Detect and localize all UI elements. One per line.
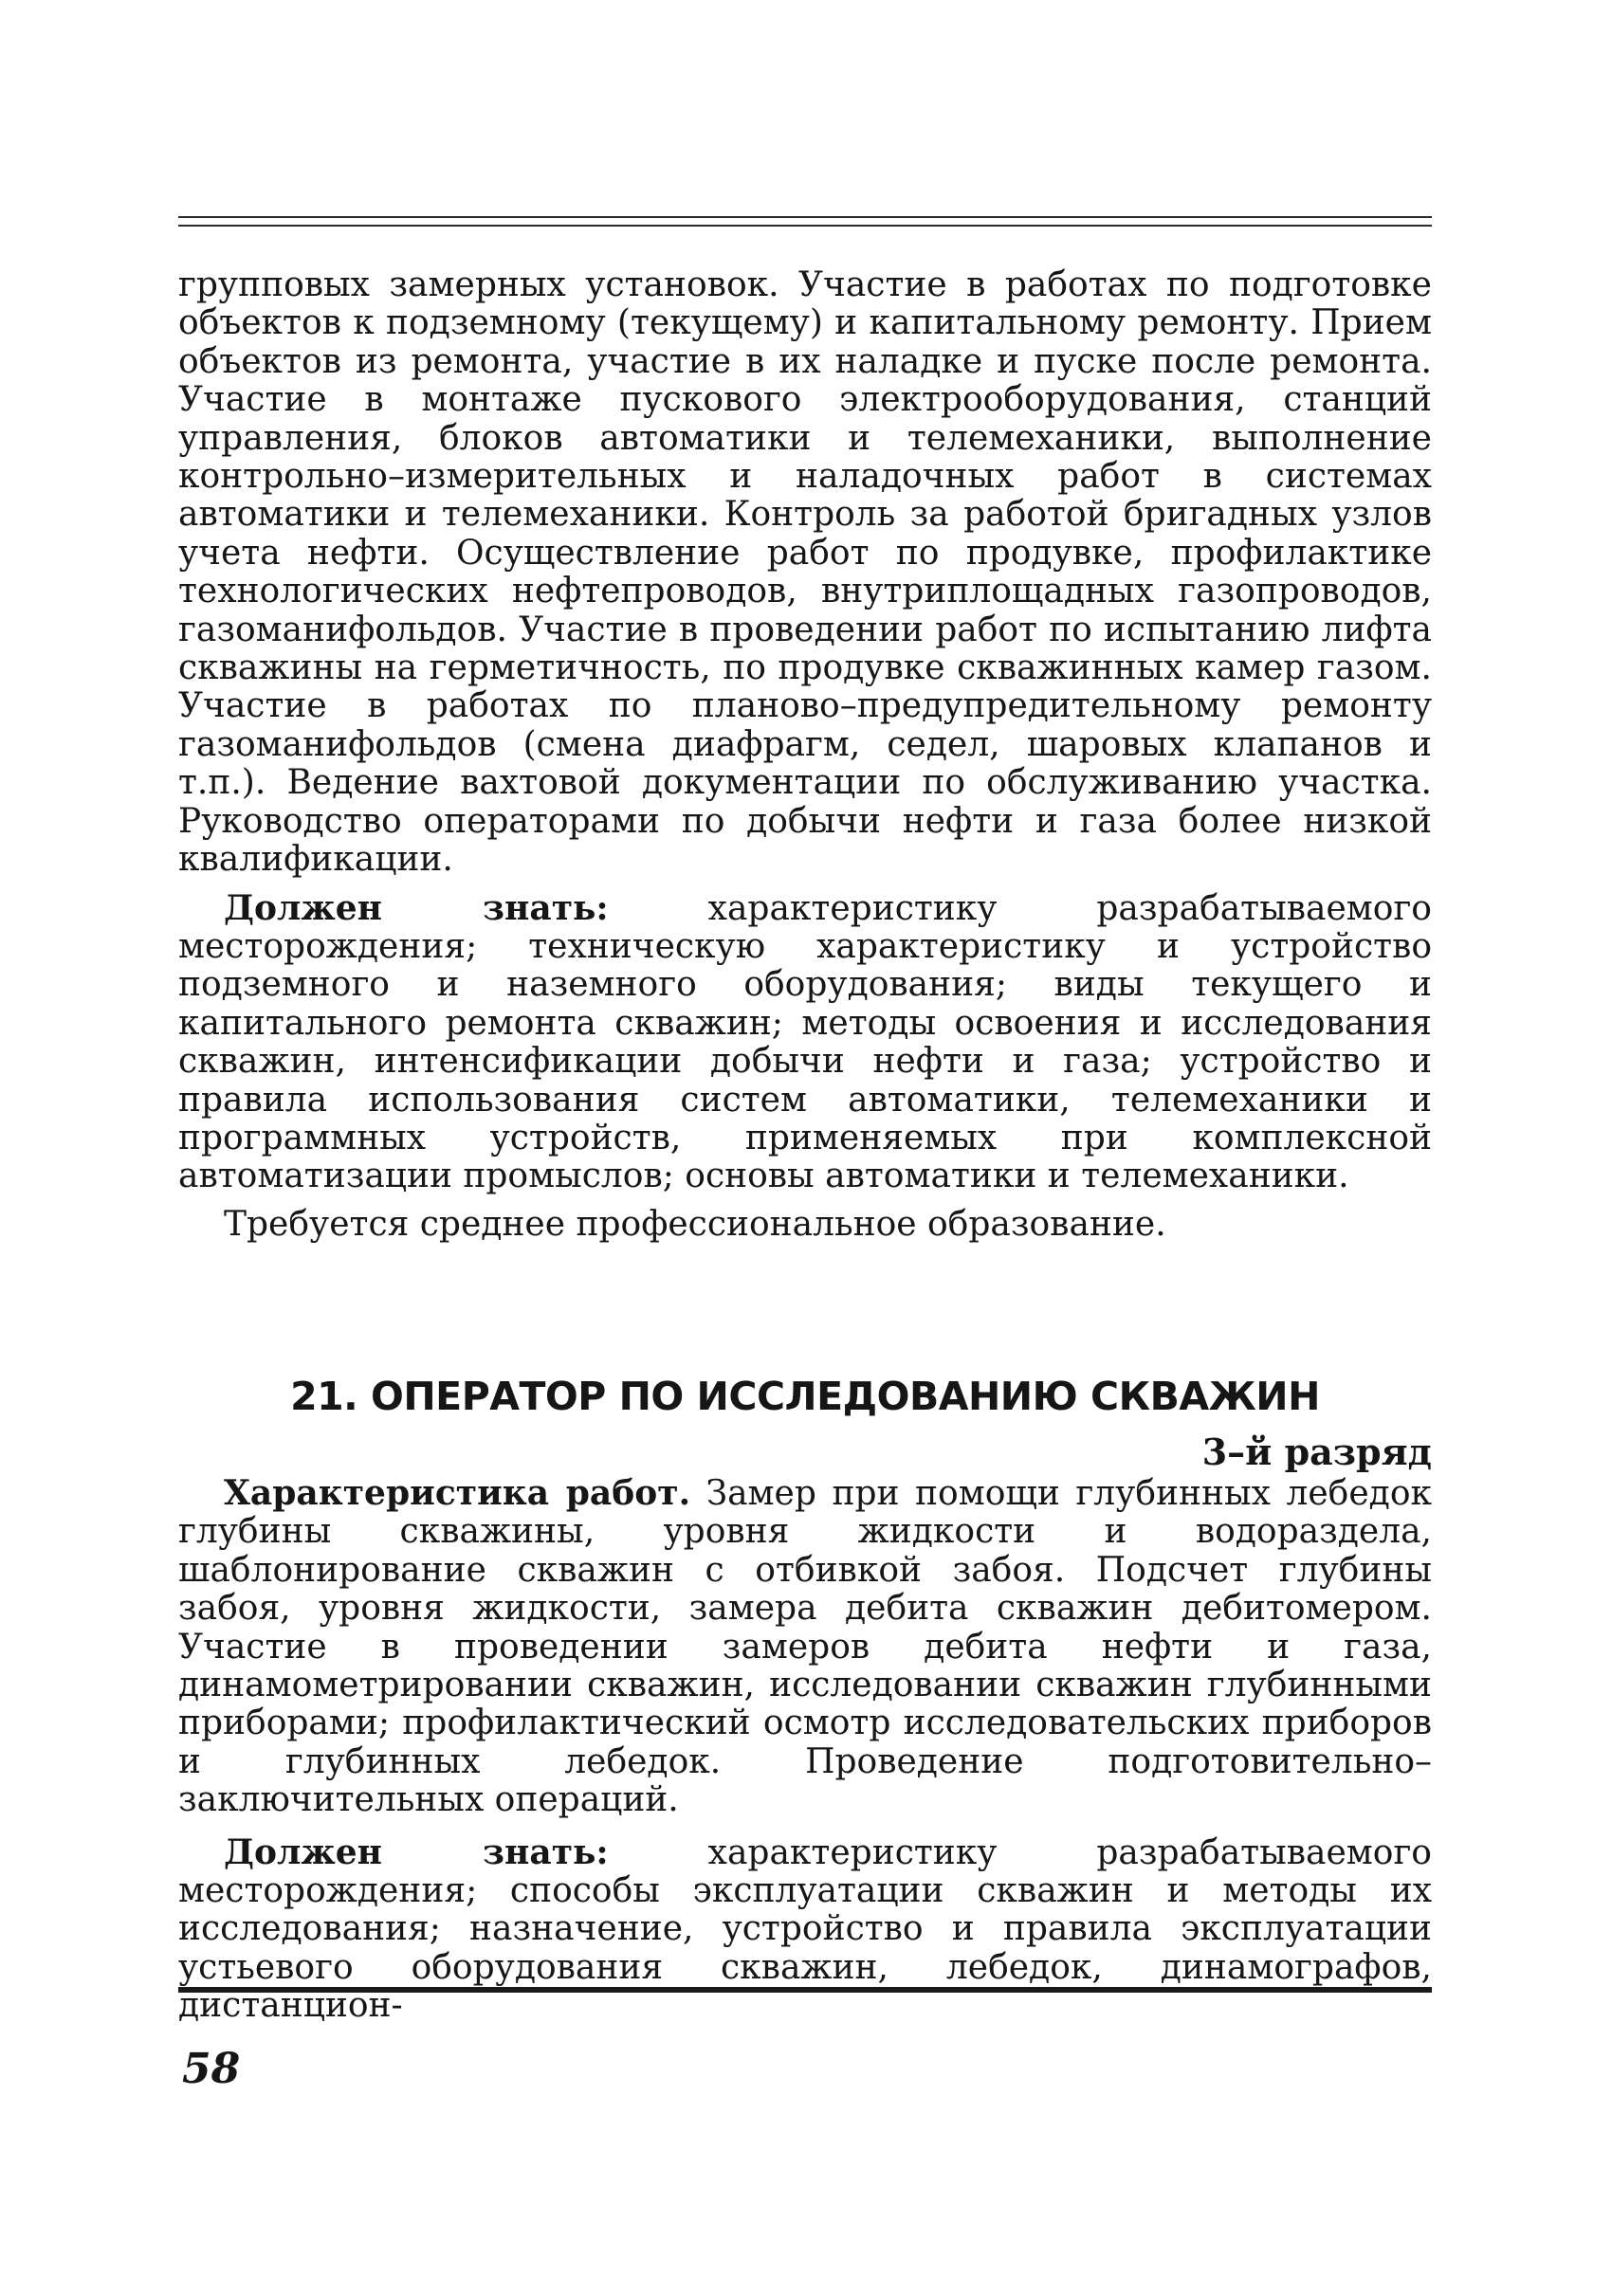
must-know-paragraph-b	[178, 1833, 1432, 2026]
education-requirement: Требуется среднее профессиональное образование.	[224, 1204, 1166, 1244]
section-b-text	[178, 1474, 1432, 2026]
section-heading: 21. ОПЕРАТОР ПО ИССЛЕДОВАНИЮ СКВАЖИН	[290, 1374, 1320, 1419]
top-rule-line-2	[178, 225, 1432, 227]
must-know-text-a: характеристику разрабатываемого месторождения; техническую характеристику и устройство подземного и наземного оборудования; виды текущего и капитального ремонта скважин; методы освоения и исследования скважин, интенсификации добычи нефти и газа; устройство и правила использования систем автоматики, телемеханики и программных устройств, применяемых при комплексной автоматизации промыслов; основы автоматики и телемеханики.	[178, 888, 1432, 1196]
must-know-paragraph-a	[178, 889, 1432, 1196]
continuation-paragraph: групповых замерных установок. Участие в работах по подготовке объектов к подземному (текущему) и капитальному ремонту. Прием объектов из ремонта, участие в их наладке и пуске после ремонта. Участие в монтаже пускового электрооборудования, станций управления, блоков автоматики и телемеханики, выполнение контрольно–измерительных и наладочных работ в системах автоматики и телемеханики. Контроль за работой бригадных узлов учета нефти. Осуществление работ по продувке, профилактике технологических нефтепроводов, внутриплощадных газопроводов, газоманифольдов. Участие в проведении работ по испытанию лифта скважины на герметичность, по продувке скважинных камер газом. Участие в работах по планово–предупредительному ремонту газоманифольдов (смена диафрагм, седел, шаровых клапанов и т.п.). Ведение вахтовой документации по обслуживанию участка. Руководство операторами по добычи нефти и газа более низкой квалификации.	[178, 265, 1432, 880]
grade-label: 3–й разряд	[1201, 1430, 1432, 1473]
must-know-label-b: Должен знать:	[224, 1831, 609, 1872]
top-double-rule	[178, 216, 1432, 231]
top-rule-line-1	[178, 216, 1432, 218]
characteristic-paragraph	[178, 1474, 1432, 1820]
page-number: 58	[182, 2045, 241, 2093]
section-a-text	[178, 266, 1432, 1244]
characteristic-text: Замер при помощи глубинных лебедок глубины скважины, уровня жидкости и водораздела, шаблонирование скважин с отбивкой забоя. Подсчет глубины забоя, уровня жидкости, замера дебита скважин дебитомером. Участие в проведении замеров дебита нефти и газа, динамометрировании скважин, исследовании скважин глубинными приборами; профилактический осмотр исследовательских приборов и глубинных лебедок. Проведение подготовительно–заключительных операций.	[178, 1474, 1432, 1820]
characteristic-label: Характеристика работ.	[224, 1473, 691, 1513]
must-know-text-b: характеристику разрабатываемого месторождения; способы эксплуатации скважин и методы их исследования; назначение, устройство и правила эксплуатации устьевого оборудования скважин, лебедок, динамографов, дистанцион-	[178, 1832, 1432, 2026]
bottom-rule	[178, 1987, 1432, 1993]
must-know-label-a: Должен знать:	[224, 887, 609, 928]
